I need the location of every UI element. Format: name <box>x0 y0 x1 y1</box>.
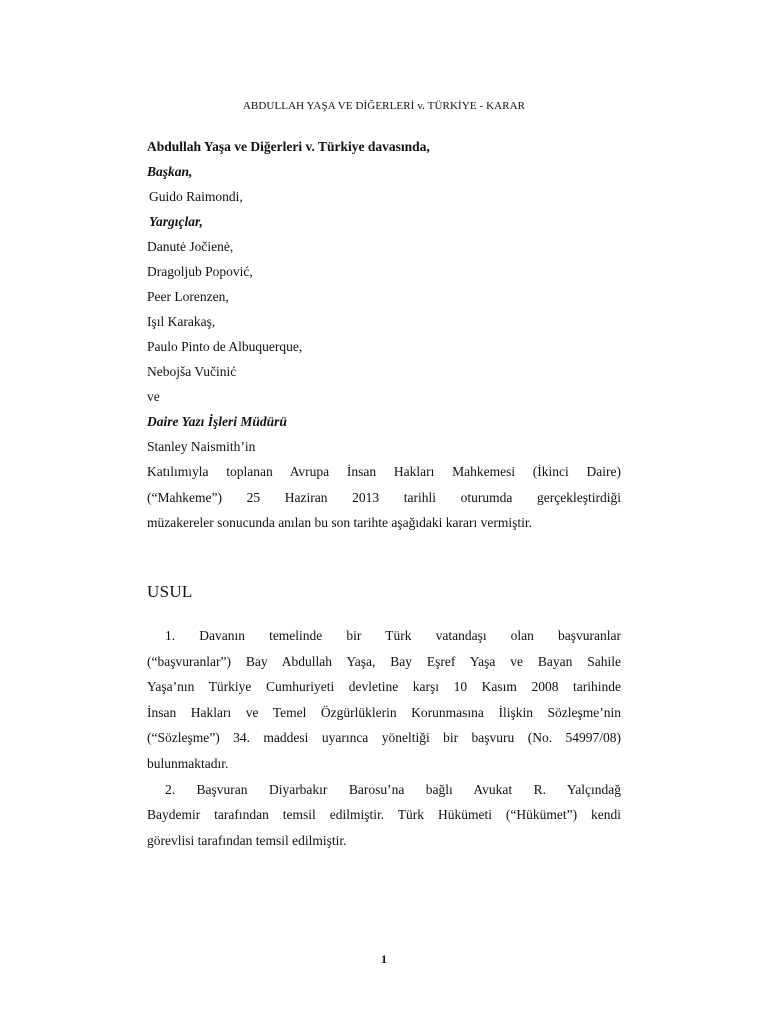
judge-name: Işıl Karakaş, <box>147 314 216 329</box>
judge-name: Nebojša Vučinić <box>147 364 237 379</box>
president-label: Başkan, <box>147 164 193 179</box>
registrar-name: Stanley Naismith’in <box>147 439 256 454</box>
intro-line: müzakereler sonucunda anılan bu son tarihte aşağıdaki kararı vermiştir. <box>147 515 532 531</box>
judges-composition <box>147 134 621 536</box>
section-heading: USUL <box>147 582 193 601</box>
paragraph-line: bulunmaktadır. <box>147 755 229 771</box>
conjunction: ve <box>147 389 160 404</box>
paragraph-line: 2. Başvuran Diyarbakır Barosu’na bağlı Avukat R. Yalçındağ <box>165 781 621 797</box>
paragraph-line: (“başvuranlar”) Bay Abdullah Yaşa, Bay Eşref Yaşa ve Bayan Sahile <box>147 653 621 669</box>
president-name: Guido Raimondi, <box>149 189 243 204</box>
judge-name: Danutė Jočienė, <box>147 239 234 254</box>
intro-line: Katılımıyla toplanan Avrupa İnsan Hakları Mahkemesi (İkinci Daire) <box>147 464 621 479</box>
paragraph-line: İnsan Hakları ve Temel Özgürlüklerin Korunmasına İlişkin Sözleşme’nin <box>147 704 621 720</box>
paragraph-line: (“Sözleşme”) 34. maddesi uyarınca yöneltiği bir başvuru (No. 54997/08) <box>147 730 621 746</box>
judges-label: Yargıçlar, <box>149 214 203 229</box>
judge-name: Peer Lorenzen, <box>147 289 229 304</box>
paragraph-2 <box>147 777 621 854</box>
registrar-label: Daire Yazı İşleri Müdürü <box>147 414 287 429</box>
paragraph-line: 1. Davanın temelinde bir Türk vatandaşı olan başvuranlar <box>165 628 621 643</box>
paragraph-1 <box>147 623 621 777</box>
running-header: ABDULLAH YAŞA VE DİĞERLERİ v. TÜRKİYE - KARAR <box>242 100 526 112</box>
intro-paragraph <box>147 459 621 536</box>
paragraph-line: Yaşa’nın Türkiye Cumhuriyeti devletine karşı 10 Kasım 2008 tarihinde <box>147 679 621 695</box>
judge-name: Dragoljub Popović, <box>147 264 253 279</box>
paragraph-line: Baydemir tarafından temsil edilmiştir. Türk Hükümeti (“Hükümet”) kendi <box>147 807 621 823</box>
page-number: 1 <box>381 952 387 966</box>
paragraph-line: görevlisi tarafından temsil edilmiştir. <box>147 832 347 848</box>
procedure-section <box>147 623 621 853</box>
intro-line: (“Mahkeme”) 25 Haziran 2013 tarihli oturumda gerçekleştirdiği <box>147 489 621 505</box>
judge-name: Paulo Pinto de Albuquerque, <box>147 339 303 354</box>
case-title: Abdullah Yaşa ve Diğerleri v. Türkiye davasında, <box>147 139 430 154</box>
